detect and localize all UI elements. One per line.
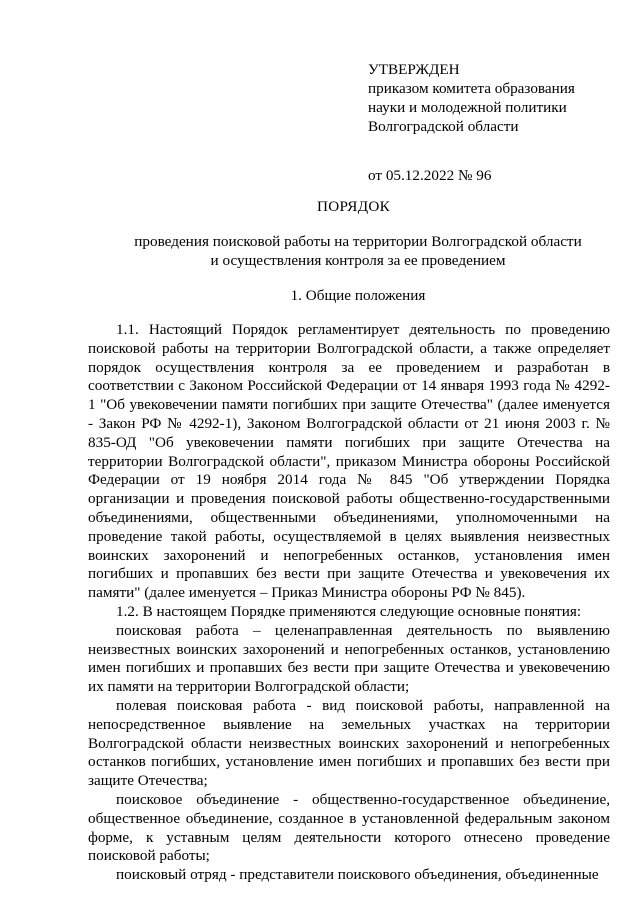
- paragraph: 1.1. Настоящий Порядок регламентирует деятельность по проведению поисковой работы на территории Волгоградской области, а также определяет порядок осуществления контроля за ее проведением и разработан в соответствии с Законом Российской Федерации от 14 января 1993 года № 4292-1 "Об увековечении памяти погибших при защите Отечества" (далее именуется - Закон РФ № 4292-1), Законом Волгоградской области от 21 июня 2003 г. № 835-ОД "Об увековечении памяти погибших при защите Отечества на территории Волгоградской области", приказом Министра обороны Российской Федерации от 19 ноября 2014 года № 845 "Об утверждении Порядка организации и проведения поисковой работы общественно-государственными объединениями, общественными объединениями, уполномоченными на проведение такой работы, осуществляемой в целях выявления неизвестных воинских захоронений и непогребенных останков, установления имен погибших и пропавших без вести при защите Отечества и увековечения их памяти" (далее именуется – Приказ Министра обороны РФ № 845).: [88, 321, 610, 602]
- approval-line: приказом комитета образования: [368, 80, 575, 97]
- approval-date: от 05.12.2022 № 96: [368, 167, 492, 184]
- paragraph: 1.2. В настоящем Порядке применяются следующие основные понятия:: [116, 602, 582, 620]
- approval-heading: УТВЕРЖДЕН: [368, 61, 460, 78]
- approval-block: [368, 60, 618, 185]
- document-title: ПОРЯДОК: [316, 198, 391, 215]
- document-body: [88, 321, 610, 885]
- subtitle-line: и осуществления контроля за ее проведением: [210, 252, 506, 269]
- approval-line: науки и молодежной политики: [368, 99, 567, 116]
- document-subtitle: [88, 232, 628, 270]
- paragraph: поисковая работа – целенаправленная деятельность по выявлению неизвестных воинских захоронений и непогребенных останков, установлению имен погибших и пропавших без вести при защите Отечества и увековечению их памяти на территории Волгоградской области;: [88, 621, 610, 696]
- paragraph: поисковый отряд - представители поискового объединения, объединенные: [116, 866, 599, 884]
- paragraph: поисковое объединение - общественно-государственное объединение, общественное объединение, созданное в установленной федеральным законом форме, к уставным целям деятельности которого отнесено проведение поисковой работы;: [88, 790, 610, 865]
- subtitle-line: проведения поисковой работы на территории Волгоградской области: [134, 233, 582, 250]
- approval-line: Волгоградской области: [368, 118, 519, 135]
- section-heading: 1. Общие положения: [290, 287, 426, 304]
- paragraph: полевая поисковая работа - вид поисковой работы, направленной на непосредственное выявление на земельных участках на территории Волгоградской области неизвестных воинских захоронений и непогребенных останков погибших, установление имен погибших и пропавших без вести при защите Отечества;: [88, 696, 610, 790]
